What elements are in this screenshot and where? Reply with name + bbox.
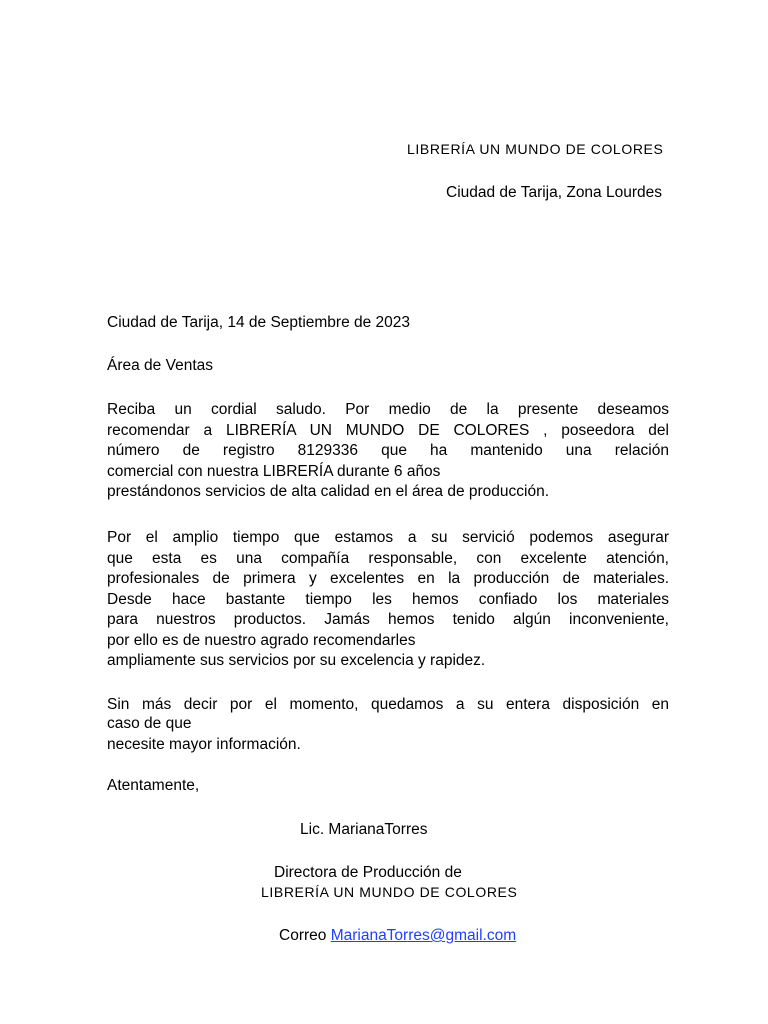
paragraph-line: por ello es de nuestro agrado recomendarles <box>107 631 416 649</box>
body-paragraph-2 <box>107 528 669 672</box>
body-paragraph-1 <box>107 400 669 503</box>
paragraph-line: Desde hace bastante tiempo les hemos confiado los materiales <box>107 590 669 608</box>
recipient-department: Área de Ventas <box>107 357 213 374</box>
paragraph-line: comercial con nuestra LIBRERÍA durante 6 años <box>107 462 441 480</box>
paragraph-line: Sin más decir por el momento, quedamos a su entera disposición en <box>107 696 669 713</box>
signer-name: Lic. MarianaTorres <box>300 821 428 838</box>
signer-title: Directora de Producción de <box>274 864 462 881</box>
paragraph-line: para nuestros productos. Jamás hemos tenido algún inconveniente, <box>107 611 669 628</box>
paragraph-line: caso de que <box>107 714 192 732</box>
email-label: Correo <box>279 927 331 944</box>
body-paragraph-3 <box>107 695 669 755</box>
paragraph-line: que esta es una compañía responsable, con excelente atención, <box>107 549 669 567</box>
paragraph-line: prestándonos servicios de alta calidad en el área de producción. <box>107 483 550 500</box>
paragraph-line: necesite mayor información. <box>107 735 301 753</box>
paragraph-line: profesionales de primera y excelentes en la producción de materiales. <box>107 570 669 587</box>
paragraph-line: Por el amplio tiempo que estamos a su servició podemos asegurar <box>107 529 669 546</box>
letterhead-company: LIBRERÍA UN MUNDO DE COLORES <box>407 141 664 157</box>
signer-company: LIBRERÍA UN MUNDO DE COLORES <box>261 884 518 900</box>
date-line: Ciudad de Tarija, 14 de Septiembre de 2023 <box>107 314 411 331</box>
paragraph-line: número de registro 8129336 que ha mantenido una relación <box>107 442 669 459</box>
paragraph-line: Reciba un cordial saludo. Por medio de la presente deseamos <box>107 401 669 418</box>
closing: Atentamente, <box>107 777 200 794</box>
paragraph-line: recomendar a LIBRERÍA UN MUNDO DE COLORES , poseedora del <box>107 421 669 439</box>
paragraph-line: ampliamente sus servicios por su excelencia y rapidez. <box>107 652 486 669</box>
email-link[interactable]: MarianaTorres@gmail.com <box>330 927 517 944</box>
email-row <box>279 926 516 946</box>
letterhead-address: Ciudad de Tarija, Zona Lourdes <box>446 184 662 201</box>
